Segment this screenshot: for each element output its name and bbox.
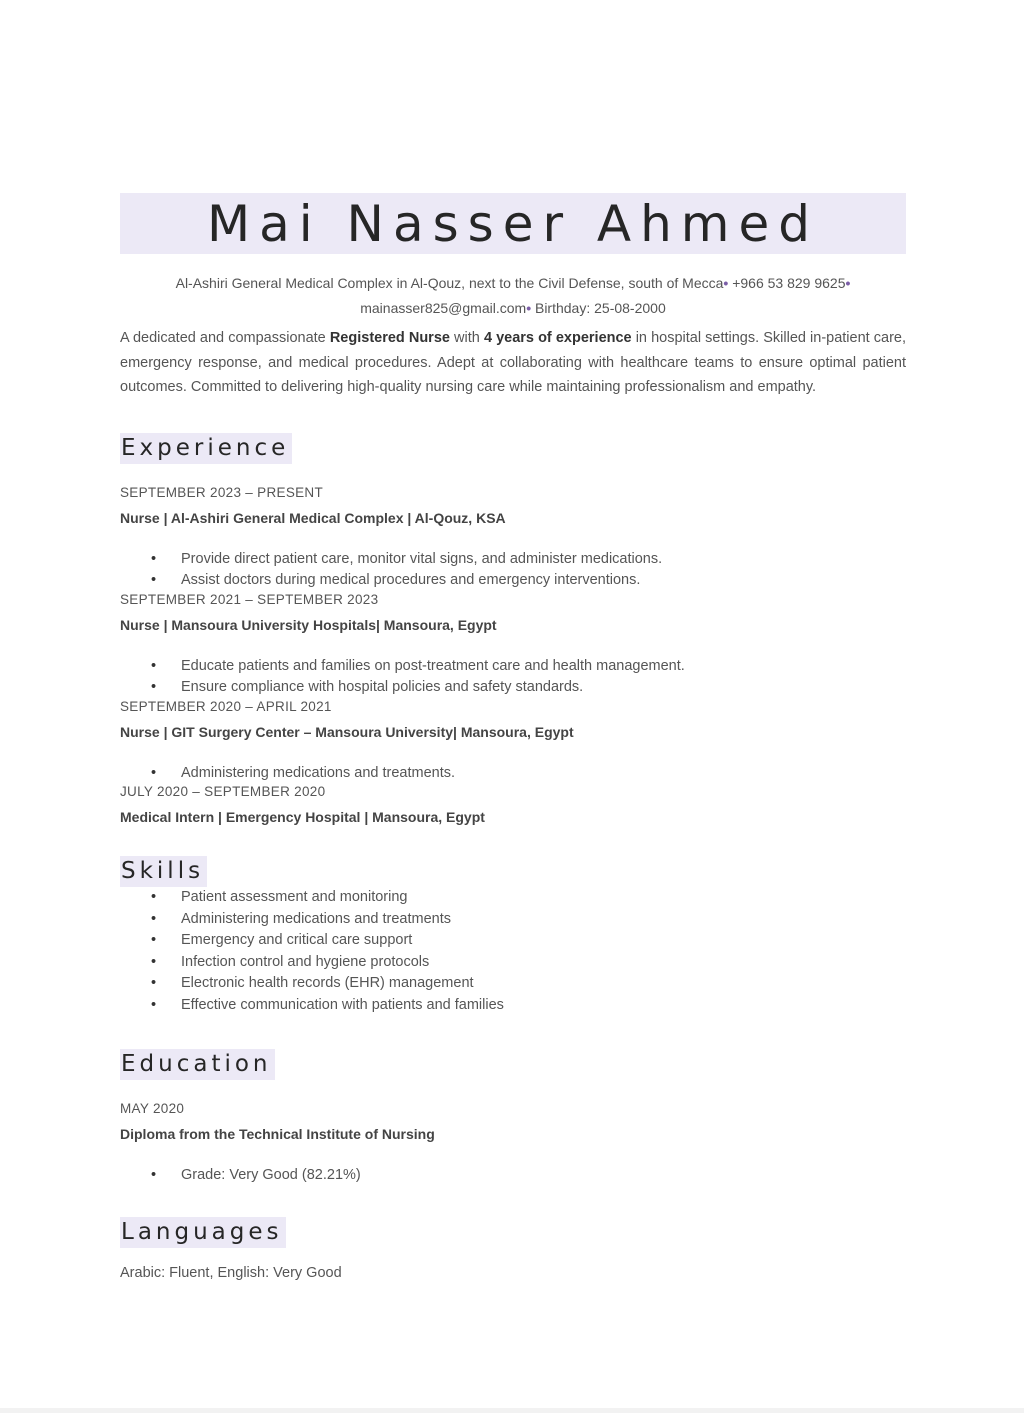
- list-item: • Effective communication with patients and families: [120, 995, 906, 1017]
- skills-heading: Skills: [120, 856, 207, 887]
- list-item: • Assist doctors during medical procedures and emergency interventions.: [120, 570, 906, 592]
- languages-heading: Languages: [120, 1217, 286, 1248]
- summary-text: in hospital settings. Skilled in-patient care, emergency response, and medical procedures. Adept at collaborating with healthcare teams to ensure optimal patient outcomes. Committed to delivering high-quality nursing care while maintaining professionalism and empathy.: [120, 330, 907, 395]
- list-item: • Patient assessment and monitoring: [120, 887, 906, 909]
- languages-text: Arabic: Fluent, English: Very Good: [120, 1264, 342, 1281]
- job-entry: [120, 592, 906, 699]
- job-entry: [120, 485, 906, 592]
- experience-section: [120, 433, 906, 827]
- job-title: Medical Intern | Emergency Hospital | Mansoura, Egypt: [120, 809, 485, 825]
- job-dates: SEPTEMBER 2023 – PRESENT: [120, 484, 324, 500]
- phone: +966 53 829 9625: [732, 275, 846, 291]
- education-section: [120, 1049, 906, 1187]
- job-dates: SEPTEMBER 2021 – SEPTEMBER 2023: [120, 591, 379, 607]
- contact-info: [120, 271, 906, 321]
- education-heading: Education: [120, 1049, 275, 1080]
- job-title: Nurse | Mansoura University Hospitals| Mansoura, Egypt: [120, 616, 497, 633]
- summary-text: with: [449, 330, 484, 346]
- job-entry: [120, 699, 906, 785]
- page-bottom-edge: [0, 1408, 1024, 1413]
- separator-dot: •: [845, 275, 851, 291]
- education-date: MAY 2020: [120, 1101, 185, 1116]
- education-details: [120, 1165, 906, 1187]
- email-link[interactable]: mainasser825@gmail.com: [360, 300, 527, 316]
- professional-summary: [120, 326, 906, 400]
- education-entry: [120, 1101, 906, 1187]
- experience-heading: Experience: [120, 433, 292, 464]
- address: Al-Ashiri General Medical Complex in Al-Qouz, next to the Civil Defense, south of Mecca: [175, 275, 724, 291]
- summary-highlight: 4 years of experience: [483, 330, 632, 346]
- birthday: Birthday: 25-08-2000: [534, 300, 666, 316]
- list-item: • Administering medications and treatments: [120, 909, 906, 931]
- job-dates: SEPTEMBER 2020 – APRIL 2021: [120, 698, 332, 714]
- job-title: Nurse | Al-Ashiri General Medical Complex | Al-Qouz, KSA: [120, 509, 506, 526]
- list-item: • Provide direct patient care, monitor vital signs, and administer medications.: [120, 549, 906, 571]
- job-entry: [120, 784, 906, 826]
- job-duties: [120, 549, 906, 592]
- list-item: • Infection control and hygiene protocols: [120, 952, 906, 974]
- separator-dot: •: [723, 275, 729, 291]
- separator-dot: •: [526, 300, 532, 316]
- job-duties: [120, 656, 906, 699]
- skills-list: [120, 887, 906, 1016]
- list-item: • Grade: Very Good (82.21%): [120, 1165, 906, 1187]
- job-duties: [120, 763, 906, 785]
- list-item: • Emergency and critical care support: [120, 930, 906, 952]
- resume-page: [120, 193, 906, 1283]
- list-item: • Educate patients and families on post-treatment care and health management.: [120, 656, 906, 678]
- summary-highlight: Registered Nurse: [329, 330, 450, 346]
- list-item: • Ensure compliance with hospital policies and safety standards.: [120, 677, 906, 699]
- skills-section: [120, 856, 906, 1016]
- summary-text: A dedicated and compassionate: [120, 330, 330, 346]
- job-title: Nurse | GIT Surgery Center – Mansoura University| Mansoura, Egypt: [120, 723, 574, 740]
- job-dates: JULY 2020 – SEPTEMBER 2020: [120, 784, 326, 799]
- list-item: • Administering medications and treatments.: [120, 763, 906, 785]
- languages-section: [120, 1217, 906, 1283]
- candidate-name: Mai Nasser Ahmed: [206, 194, 820, 253]
- education-degree: Diploma from the Technical Institute of Nursing: [120, 1126, 435, 1142]
- name-banner: [120, 193, 906, 254]
- list-item: • Electronic health records (EHR) management: [120, 973, 906, 995]
